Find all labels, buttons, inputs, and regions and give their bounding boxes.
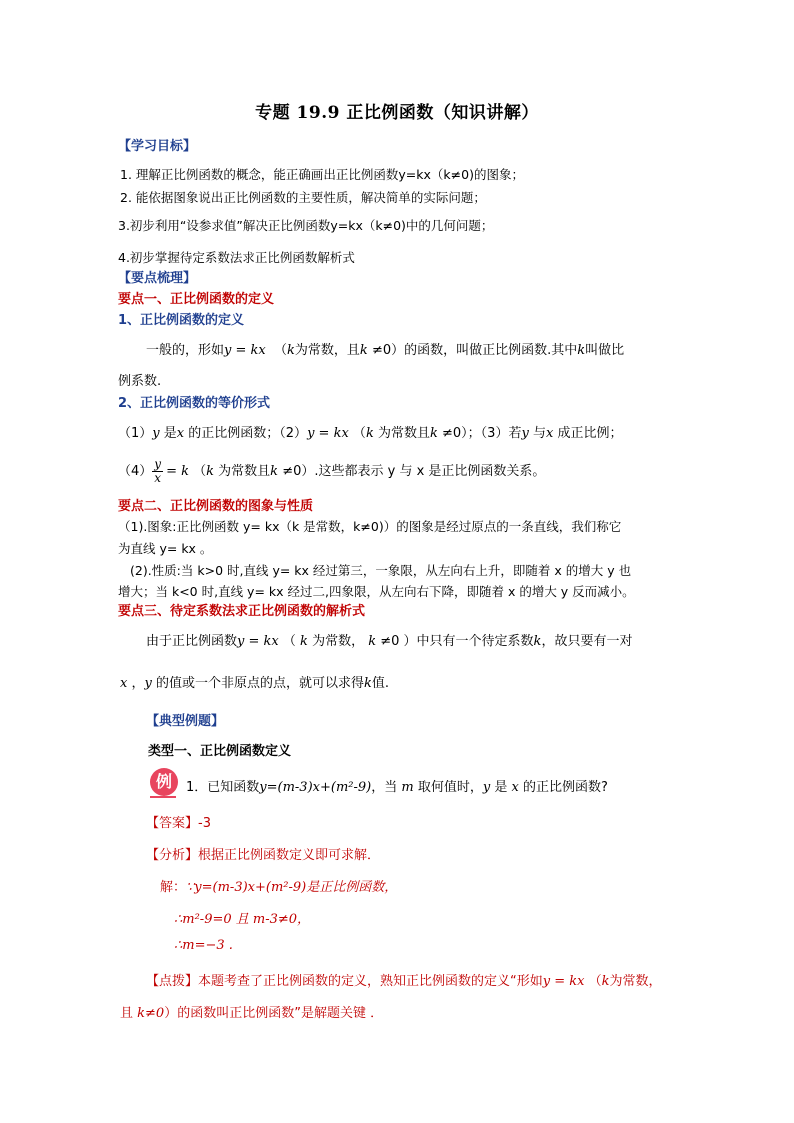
property-line-2: 增大；当 k<0 时,直线 y= kx 经过二,四象限，从左向右下降，即随着 x 的增大 y 反而减小。 [118,584,635,599]
definition-line-2: 例系数. [118,374,162,389]
graph-line-2: 为直线 y= kx 。 [118,541,213,556]
answer-line: 【答案】-3 [146,816,211,831]
points-header: 【要点梳理】 [118,271,197,286]
page-title: 专题 19.9 正比例函数（知识讲解） [255,103,539,123]
solution-line-3: ∴m=−3 . [174,938,233,953]
undetermined-coef-line-2: x ，y 的值或一个非原点的点，就可以求得k值. [120,676,390,691]
example-badge-underline [150,796,176,798]
examples-header: 【典型例题】 [146,714,225,729]
example-badge: 例 [150,768,178,796]
type-1-heading: 类型一、正比例函数定义 [148,744,292,759]
keypoint-1-heading: 要点一、正比例函数的定义 [118,292,275,307]
property-line-1: (2).性质:当 k>0 时,直线 y= kx 经过第三，一象限，从左向右上升，即随着 x 的增大 y 也 [130,563,632,578]
keypoint-3-heading: 要点三、待定系数法求正比例函数的解析式 [118,604,366,619]
definition-line-1: 一般的，形如y = kx （k为常数，且k ≠0）的函数，叫做正比例函数.其中k叫做比 [146,343,625,358]
example-question: 1．已知函数y=(m-3)x+(m²-9)，当 m 取何值时，y 是 x 的正比例函数? [186,780,608,795]
goal-item-2: 2. 能依据图象说出正比例函数的主要性质，解决简单的实际问题； [120,190,486,205]
equivalent-forms-line-2: （4） $\frac{y}{x}$ = k （k 为常数且k ≠0）.这些都表示 y 与 x 是正比例函数关系。 [118,457,546,485]
tip-line-2: 且 k≠0）的函数叫正比例函数”是解题关键 ． [120,1006,384,1021]
keypoint-2-heading: 要点二、正比例函数的图象与性质 [118,499,314,514]
goals-header: 【学习目标】 [118,139,197,154]
tip-line-1: 【点拨】本题考查了正比例函数的定义，熟知正比例函数的定义“形如y = kx （k为常数， [146,974,662,989]
keypoint-1-sub-1: 1、正比例函数的定义 [118,313,245,328]
solution-line-2: ∴m²-9=0 且 m-3≠0， [174,912,311,927]
undetermined-coef-line-1: 由于正比例函数y = kx （ k 为常数， k ≠0 ）中只有一个待定系数k，故只要有一对 [146,634,633,649]
solution-line-1: 解：∵y=(m-3)x+(m²-9)是正比例函数， [160,880,398,895]
analysis-line: 【分析】根据正比例函数定义即可求解． [146,848,381,863]
goal-item-1: 1. 理解正比例函数的概念，能正确画出正比例函数y=kx（k≠0)的图象； [120,167,524,182]
keypoint-1-sub-2: 2、正比例函数的等价形式 [118,396,271,411]
equivalent-forms-line-1: （1）y 是x 的正比例函数；（2）y = kx （k 为常数且k ≠0）；（3）若y 与x 成正比例； [118,426,623,441]
goal-item-3: 3.初步利用“设参求值”解决正比例函数y=kx（k≠0)中的几何问题； [118,218,494,233]
graph-line-1: （1).图象:正比例函数 y= kx（k 是常数，k≠0)）的图象是经过原点的一条直线，我们称它 [118,519,622,534]
fraction-y-over-x: $\frac{y}{x}$ [154,457,162,485]
goal-item-4: 4.初步掌握待定系数法求正比例函数解析式 [118,250,355,265]
